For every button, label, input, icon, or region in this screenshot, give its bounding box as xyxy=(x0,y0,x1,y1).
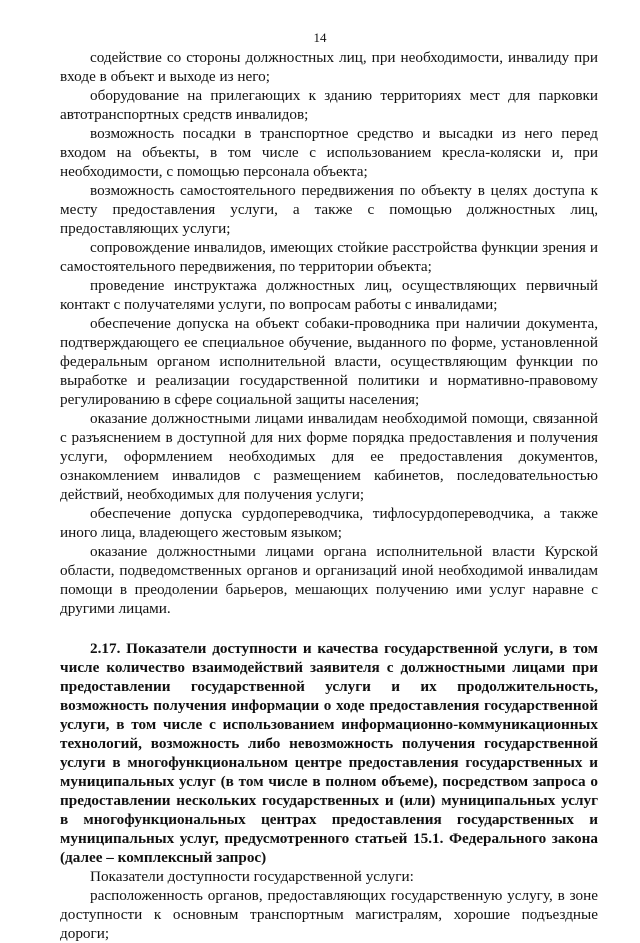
paragraph: возможность посадки в транспортное средство и высадки из него перед входом на объекты, в том числе с использованием кресла-коляски и, при необходимости, с помощью персонала объекта; xyxy=(60,125,598,180)
paragraph: возможность самостоятельного передвижения по объекту в целях доступа к месту предоставления услуги, а также с помощью должностных лиц, предоставляющих услуги; xyxy=(60,182,598,237)
paragraph: оборудование на прилегающих к зданию территориях мест для парковки автотранспортных средств инвалидов; xyxy=(60,87,598,123)
paragraph: Показатели доступности государственной услуги: xyxy=(90,868,414,885)
paragraph: сопровождение инвалидов, имеющих стойкие расстройства функции зрения и самостоятельного передвижения, по территории объекта; xyxy=(60,239,598,275)
paragraph: обеспечение допуска сурдопереводчика, тифлосурдопереводчика, а также иного лица, владеющего жестовым языком; xyxy=(60,505,598,541)
page-number: 14 xyxy=(313,30,327,45)
paragraph: оказание должностными лицами органа исполнительной власти Курской области, подведомственных органов и организаций иной необходимой инвалидам помощи в преодолении барьеров, мешающих получению ими услуг наравне с другими лицами. xyxy=(60,543,598,617)
paragraph: оказание должностными лицами инвалидам необходимой помощи, связанной с разъяснением в доступной для них форме порядка предоставления и получения услуги, оформлением необходимых для ее предоставления документов, ознакомлением инвалидов с размещением кабинетов, последовательностью действий, необходимых для получения услуги; xyxy=(60,410,598,503)
section-heading: 2.17. Показатели доступности и качества государственной услуги, в том числе количество взаимодействий заявителя с должностными лицами при предоставлении государственной услуги и их продолжительность, возможность получения информации о ходе предоставления государственной услуги, в том числе с использованием информационно-коммуникационных технологий, возможность либо невозможность получения государственной услуги в многофункциональном центре предоставления государственных и муниципальных услуг (в том числе в полном объеме), посредством запроса о предоставлении нескольких государственных и (или) муниципальных услуг в многофункциональных центрах предоставления государственных и муниципальных услуг, предусмотренного статьей 15.1. Федерального закона (далее – комплексный запрос) xyxy=(60,640,598,866)
paragraph: обеспечение допуска на объект собаки-проводника при наличии документа, подтверждающего ее специальное обучение, выданного по форме, установленной федеральным органом исполнительной власти, осуществляющим функции по выработке и реализации государственной политики и нормативно-правовому регулированию в сфере социальной защиты населения; xyxy=(60,315,598,408)
paragraph: проведение инструктажа должностных лиц, осуществляющих первичный контакт с получателями услуги, по вопросам работы с инвалидами; xyxy=(60,277,598,313)
document-body xyxy=(60,48,598,943)
paragraph: расположенность органов, предоставляющих государственную услугу, в зоне доступности к основным транспортным магистралям, хорошие подъездные дороги; xyxy=(60,887,598,942)
paragraph: содействие со стороны должностных лиц, при необходимости, инвалиду при входе в объект и выходе из него; xyxy=(60,49,598,85)
